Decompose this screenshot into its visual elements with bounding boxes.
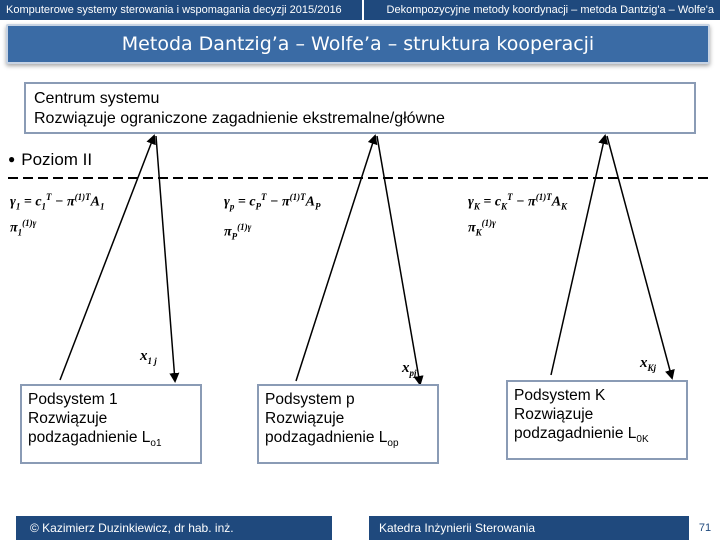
price-subsystem-K: $\pi_K^{(1)\gamma}$ xyxy=(468,218,496,238)
formula-subsystem-1: $\gamma_1 = c_1^T - \pi^{(1)T}A_1$ xyxy=(10,192,105,212)
arrow-center-to-subp xyxy=(377,136,420,384)
arrow-subp-to-center xyxy=(296,136,375,381)
arrow-sub1-to-center xyxy=(60,136,154,380)
proposal-label-p: $x_{pj}$ xyxy=(402,360,417,378)
subsystem-p-title: Podsystem p xyxy=(265,391,355,408)
subsystem-p-box xyxy=(257,384,439,464)
center-title: Centrum systemu xyxy=(34,90,160,107)
subsystem-K-problem: podzagadnienie $L_{0K}$ xyxy=(514,425,649,446)
subsystem-p-problem: podzagadnienie $L_{op}$ xyxy=(265,429,399,450)
proposal-label-K: $x_{Kj}$ xyxy=(640,355,657,373)
system-center-box xyxy=(24,82,696,134)
price-subsystem-1: $\pi_1^{(1)\gamma}$ xyxy=(10,218,37,238)
header-topic-title: Dekompozycyjne metody koordynacji – metoda Dantzig'a – Wolfe'a xyxy=(364,0,720,20)
subsystem-1-problem: podzagadnienie $L_{o1}$ xyxy=(28,429,162,450)
proposal-label-1: $x_{1 j}$ xyxy=(140,348,157,366)
subsystem-1-title: Podsystem 1 xyxy=(28,391,118,408)
subsystem-K-action: Rozwiązuje xyxy=(514,406,594,423)
arrow-center-to-sub1 xyxy=(156,136,175,381)
arrow-center-to-subK xyxy=(607,136,672,378)
subsystem-K-box xyxy=(506,380,688,460)
bullet-icon: ● xyxy=(8,152,16,166)
header-course-title: Komputerowe systemy sterowania i wspomagania decyzji 2015/2016 xyxy=(0,0,362,20)
subsystem-1-action: Rozwiązuje xyxy=(28,410,108,427)
footer-author: © Kazimierz Duzinkiewicz, dr hab. inż. xyxy=(16,516,332,540)
slide-title: Metoda Dantzig’a – Wolfe’a – struktura kooperacji xyxy=(6,24,710,64)
formula-subsystem-K: $\gamma_K = c_K^T - \pi^{(1)T}A_K$ xyxy=(468,192,568,212)
center-description: Rozwiązuje ograniczone zagadnienie ekstremalne/główne xyxy=(34,110,445,127)
level-label xyxy=(8,150,92,170)
subsystem-p-action: Rozwiązuje xyxy=(265,410,345,427)
arrow-subK-to-center xyxy=(551,136,605,375)
subsystem-1-box xyxy=(20,384,202,464)
level-label-text: Poziom II xyxy=(21,150,93,169)
price-subsystem-p: $\pi_P^{(1)\gamma}$ xyxy=(224,222,252,242)
subsystem-K-title: Podsystem K xyxy=(514,387,606,404)
page-number: 71 xyxy=(690,516,720,540)
formula-subsystem-p: $\gamma_p = c_P^T - \pi^{(1)T}A_P$ xyxy=(224,192,321,212)
footer-department: Katedra Inżynierii Sterowania xyxy=(369,516,689,540)
